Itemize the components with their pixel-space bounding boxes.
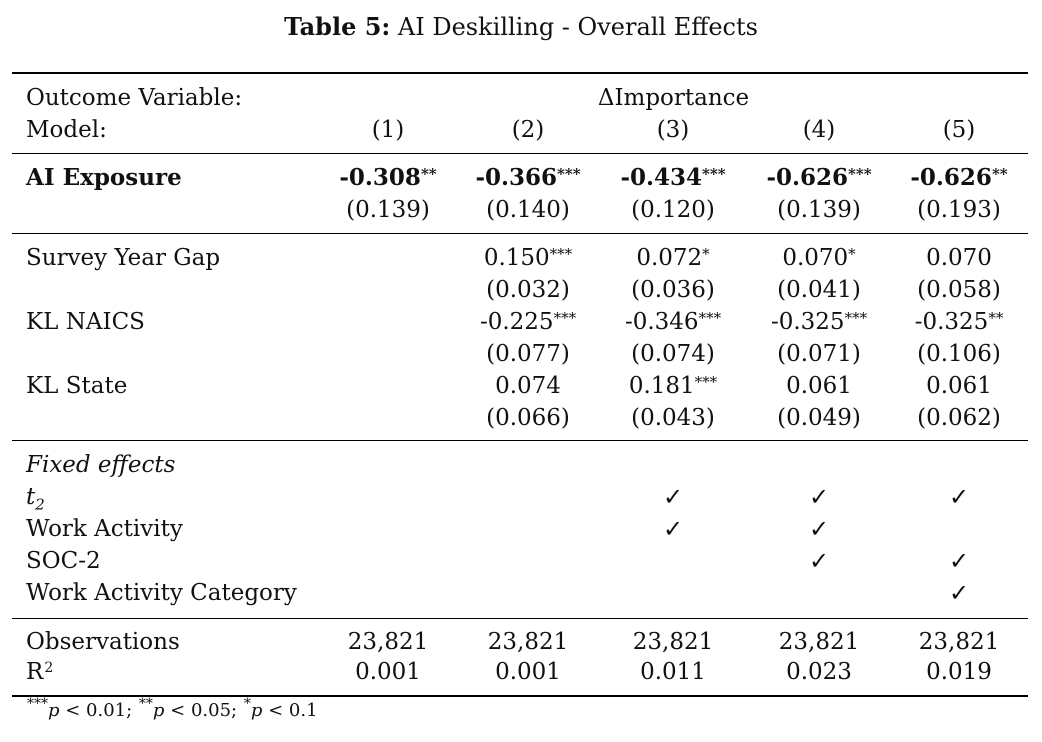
kl-naics-se: (0.074) [631,341,715,367]
kl-state-coef: 0.061 [926,373,992,399]
model-label: Model: [26,117,107,143]
fixed-effects-heading: Fixed effects [26,452,176,478]
bottom-rule [12,695,1028,697]
outcome-variable-value: ΔImportance [597,85,750,111]
ai-exposure-coef: -0.434*** [620,164,726,191]
table-number: Table 5: [284,12,391,41]
kl-naics-label: KL NAICS [26,309,145,335]
kl-state-se: (0.049) [777,405,861,431]
fe-t2-label: $t_2$ [26,484,45,514]
table-caption: AI Deskilling - Overall Effects [397,13,758,41]
significance-footnote: ***p < 0.01; **p < 0.05; *p < 0.1 [27,696,318,721]
r-squared-value: 0.011 [640,659,706,685]
kl-naics-coef: -0.325*** [770,309,868,335]
survey-year-gap-se: (0.032) [486,277,570,303]
observations-value: 23,821 [778,629,860,655]
check-icon: ✓ [808,515,830,543]
fe-work-activity-category-label: Work Activity Category [26,580,297,606]
top-rule [12,72,1028,74]
model-header: (5) [942,117,976,143]
r-squared-value: 0.001 [495,659,561,685]
ai-exposure-se: (0.140) [486,197,570,223]
kl-state-coef: 0.074 [495,373,561,399]
kl-naics-se: (0.077) [486,341,570,367]
controls-rule [12,440,1028,441]
check-icon: ✓ [662,515,684,543]
fe-soc2-label: SOC-2 [26,548,101,574]
survey-year-gap-se: (0.058) [917,277,1001,303]
ai-exposure-label: AI Exposure [26,164,182,191]
check-icon: ✓ [948,483,970,511]
ai-exposure-se: (0.193) [917,197,1001,223]
kl-state-label: KL State [26,373,128,399]
survey-year-gap-se: (0.041) [777,277,861,303]
check-icon: ✓ [948,579,970,607]
model-header: (3) [656,117,690,143]
outcome-variable-label: Outcome Variable: [26,85,243,111]
ai-exposure-se: (0.139) [777,197,861,223]
fe-work-activity-label: Work Activity [26,516,183,542]
ai-exposure-coef: -0.626*** [766,164,872,191]
survey-year-gap-coef: 0.150*** [483,245,573,271]
survey-year-gap-coef: 0.070* [782,245,856,271]
survey-year-gap-label: Survey Year Gap [26,245,221,271]
kl-naics-coef: -0.346*** [624,309,722,335]
r-squared-value: 0.019 [926,659,992,685]
kl-state-se: (0.062) [917,405,1001,431]
kl-state-se: (0.043) [631,405,715,431]
table-title [0,12,1042,41]
observations-value: 23,821 [347,629,429,655]
ai-exposure-se: (0.120) [631,197,715,223]
ai-exposure-se: (0.139) [346,197,430,223]
survey-year-gap-se: (0.036) [631,277,715,303]
check-icon: ✓ [808,483,830,511]
observations-value: 23,821 [918,629,1000,655]
r-squared-value: 0.023 [786,659,852,685]
survey-year-gap-coef: 0.072* [636,245,710,271]
ai-exposure-coef: -0.308** [339,164,437,191]
header-rule [12,153,1028,154]
model-header: (2) [511,117,545,143]
ai-exposure-rule [12,233,1028,234]
observations-value: 23,821 [487,629,569,655]
ai-exposure-coef: -0.626** [910,164,1008,191]
ai-exposure-coef: -0.366*** [475,164,581,191]
r-squared-value: 0.001 [355,659,421,685]
check-icon: ✓ [948,547,970,575]
check-icon: ✓ [808,547,830,575]
kl-naics-se: (0.106) [917,341,1001,367]
observations-label: Observations [26,629,180,655]
kl-state-se: (0.066) [486,405,570,431]
model-header: (4) [802,117,836,143]
kl-state-coef: 0.061 [786,373,852,399]
check-icon: ✓ [662,483,684,511]
survey-year-gap-coef: 0.070 [926,245,992,271]
observations-value: 23,821 [632,629,714,655]
kl-naics-se: (0.071) [777,341,861,367]
r-squared-label: $R^2$ [26,659,54,685]
kl-state-coef: 0.181*** [628,373,718,399]
fixed-effects-rule [12,618,1028,619]
model-header: (1) [371,117,405,143]
kl-naics-coef: -0.325** [914,309,1004,335]
kl-naics-coef: -0.225*** [479,309,577,335]
